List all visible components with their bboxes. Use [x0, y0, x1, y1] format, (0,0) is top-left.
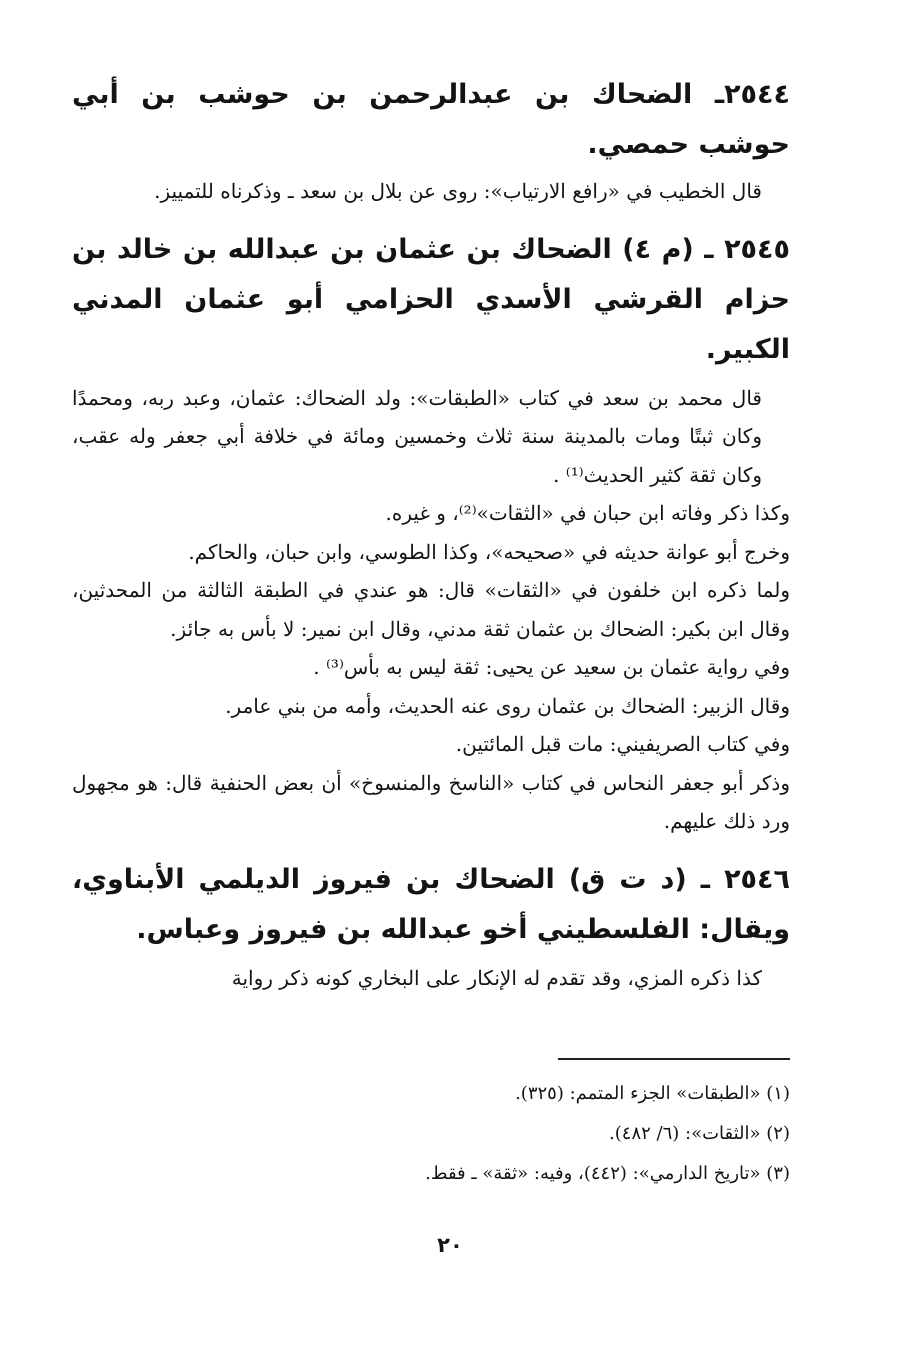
- page-number: ٢٠: [437, 1233, 463, 1257]
- entry-heading-2546: ٢٥٤٦ ـ (د ت ق) الضحاك بن فيروز الديلمي الأبناوي، ويقال: الفلسطيني أخو عبدالله بن فيروز وعباس.: [72, 863, 790, 945]
- entry-2545-paragraph-7: وفي كتاب الصريفيني: مات قبل المائتين.: [455, 732, 790, 756]
- entry-2545-paragraph-8: وذكر أبو جعفر النحاس في كتاب «الناسخ والمنسوخ» أن بعض الحنفية قال: هو مجهول ورد ذلك عليهم.: [72, 770, 790, 833]
- entry-2545-paragraph-1: قال محمد بن سعد في كتاب «الطبقات»: ولد الضحاك: عثمان، وعبد ربه، ومحمدًا وكان ثبتًا ومات بالمدينة سنة ثلاث وخمسين ومائة في خلافة أبي جعفر وله عقب، وكان ثقة كثير الحديث⁽¹⁾ .: [72, 385, 762, 487]
- footnote-1: (١) «الطبقات» الجزء المتمم: (٣٢٥).: [515, 1083, 790, 1104]
- page-body: [72, 70, 790, 997]
- entry-2545-paragraph-5: وفي رواية عثمان بن سعيد عن يحيى: ثقة ليس به بأس⁽³⁾ .: [313, 655, 790, 679]
- footnote-2: (٢) «الثقات»: (٦/ ٤٨٢).: [609, 1123, 790, 1144]
- entry-2545-paragraph-3: وخرج أبو عوانة حديثه في «صحيحه»، وكذا الطوسي، وابن حبان، والحاكم.: [188, 539, 790, 564]
- footnote-3: (٣) «تاريخ الدارمي»: (٤٤٢)، وفيه: «ثقة» ـ فقط.: [425, 1163, 790, 1184]
- entry-2545-paragraph-6: وقال الزبير: الضحاك بن عثمان روى عنه الحديث، وأمه من بني عامر.: [225, 693, 790, 718]
- entry-2546-paragraph-1: كذا ذكره المزي، وقد تقدم له الإنكار على البخاري كونه ذكر رواية: [231, 965, 762, 990]
- entry-2545-paragraph-4: ولما ذكره ابن خلفون في «الثقات» قال: هو عندي في الطبقة الثالثة من المحدثين، وقال ابن بكير: الضحاك بن عثمان ثقة مدني، وقال ابن نمير: لا بأس به جائز.: [72, 578, 790, 641]
- entry-heading-2545: ٢٥٤٥ ـ (م ٤) الضحاك بن عثمان بن عبدالله بن خالد بن حزام القرشي الأسدي الحزامي أبو عثمان المدني الكبير.: [72, 233, 790, 365]
- footnote-divider: [558, 1058, 790, 1060]
- entry-heading-2544: ٢٥٤٤ـ الضحاك بن عبدالرحمن بن حوشب بن أبي حوشب حمصي.: [72, 79, 790, 160]
- footnotes: [72, 1058, 790, 1194]
- entry-2545-paragraph-2: وكذا ذكر وفاته ابن حبان في «الثقات»⁽²⁾، و غيره.: [385, 501, 790, 525]
- entry-2544-paragraph-1: قال الخطيب في «رافع الارتياب»: روى عن بلال بن سعد ـ وذكرناه للتمييز.: [154, 179, 762, 203]
